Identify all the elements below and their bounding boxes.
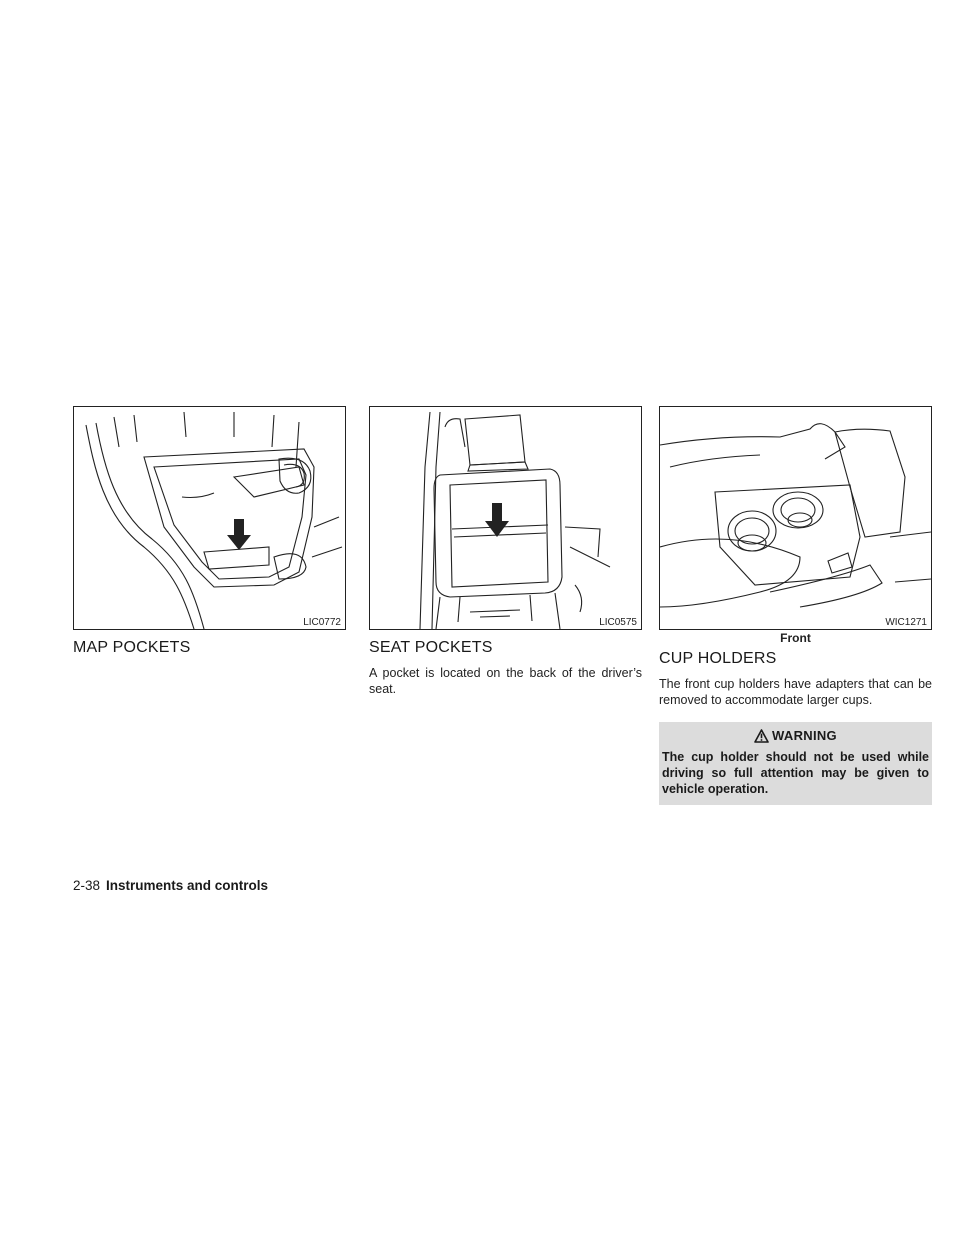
door-map-pocket-figure — [73, 406, 346, 630]
figure-code: WIC1271 — [885, 617, 927, 628]
section-title: Instruments and controls — [106, 878, 269, 893]
cup-holder-figure — [659, 406, 932, 630]
seat-pockets-text: A pocket is located on the back of the driver’s seat. — [369, 666, 642, 696]
cup-holders-text: The front cup holders have adapters that can be removed to accommodate larger cups. — [659, 677, 932, 707]
warning-triangle-icon — [754, 729, 769, 743]
center-console-cup-holders-illustration — [660, 407, 931, 629]
seat-pocket-figure — [369, 406, 642, 630]
warning-title: WARNING — [772, 728, 837, 743]
cup-holders-column — [659, 406, 932, 805]
cup-holders-heading: CUP HOLDERS — [659, 650, 777, 667]
door-map-pocket-illustration — [74, 407, 345, 629]
map-pockets-column — [73, 406, 346, 657]
figure-caption-front: Front — [780, 631, 811, 645]
figure-code: LIC0772 — [303, 617, 341, 628]
figure-code: LIC0575 — [599, 617, 637, 628]
map-pockets-heading: MAP POCKETS — [73, 639, 191, 656]
page-footer — [73, 878, 268, 893]
page-number: 2-38 — [73, 878, 101, 893]
seatback-pocket-illustration — [370, 407, 641, 629]
warning-header — [662, 728, 929, 743]
warning-text: The cup holder should not be used while driving so full attention may be given to vehicle operation. — [662, 750, 929, 796]
seat-pockets-column — [369, 406, 642, 697]
seat-pockets-heading: SEAT POCKETS — [369, 639, 493, 656]
warning-box — [659, 722, 932, 805]
